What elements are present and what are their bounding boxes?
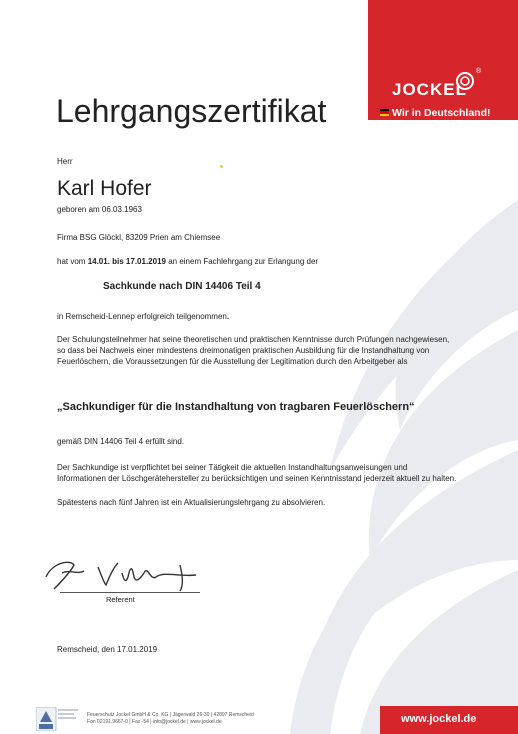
qualification-title: „Sachkundiger für die Instandhaltung von tragbaren Feuerlöschern“ bbox=[57, 401, 415, 413]
norm-statement: gemäß DIN 14406 Teil 4 erfüllt sind. bbox=[57, 437, 185, 446]
course-dates: 14.01. bis 17.01.2019 bbox=[87, 257, 166, 266]
location-period: . bbox=[226, 312, 230, 321]
salutation: Herr bbox=[57, 157, 73, 166]
place-and-date: Remscheid, den 17.01.2019 bbox=[57, 645, 158, 654]
attendance-prefix: hat vom bbox=[57, 257, 88, 266]
brand-logo-box bbox=[368, 0, 518, 120]
attendance-line bbox=[57, 257, 318, 266]
course-name: Sachkunde nach DIN 14406 Teil 4 bbox=[103, 281, 261, 292]
footer-address bbox=[87, 712, 254, 725]
paragraph-exam: Der Schulungsteilnehmer hat seine theoretischen und praktischen Kenntnisse durch Prüfungen nachgewiesen, so dass bei Nachweis einer mindestens dreimonatigen praktischen Ausbildung für die Instandhaltung von Feuerlöschern, die Voraussetzungen für die Ausstellung der Legitimation durch den Arbeitgeber als bbox=[57, 335, 450, 366]
attendance-suffix: an einem Fachlehrgang zur Erlangung der bbox=[165, 257, 319, 266]
referent-label: Referent bbox=[106, 595, 135, 604]
paragraph-obligations: Der Sachkundige ist verpflichtet bei seiner Tätigkeit die aktuellen Instandhaltungsanweisungen und Informationen der Löschgerätehersteller zu berücksichtigen und seinen Kenntnisstand jederzeit aktuell zu halten. bbox=[57, 463, 457, 483]
website-link[interactable]: www.jockel.de bbox=[401, 713, 477, 725]
signature-image bbox=[40, 555, 210, 595]
german-flag-icon bbox=[380, 109, 389, 116]
birth-date: geboren am 06.03.1963 bbox=[57, 205, 142, 214]
brand-wordmark: JOCKEL bbox=[392, 80, 467, 99]
footer-line-1: Feuerschutz Jockel GmbH & Co. KG | Jägerwald 26-30 | 42897 Remscheid bbox=[87, 712, 254, 718]
location-text: in Remscheid-Lennep erfolgreich teilgenommen bbox=[57, 312, 227, 321]
paragraph-refresher: Spätestens nach fünf Jahren ist ein Aktualisierungslehrgang zu absolvieren. bbox=[57, 498, 326, 507]
signature-line bbox=[60, 592, 200, 593]
certification-badge-icon bbox=[36, 707, 80, 731]
decorative-dot bbox=[220, 165, 223, 168]
company: Firma BSG Glöckl, 83209 Prien am Chiemsee bbox=[57, 233, 221, 242]
footer-line-2: Fon 02191.9667-0 | Fax -54 | info@jockel.de | www.jockel.de bbox=[87, 718, 222, 725]
registered-mark: ® bbox=[476, 68, 482, 75]
participant-name: Karl Hofer bbox=[57, 177, 152, 200]
location-line bbox=[57, 312, 229, 321]
brand-slogan: Wir in Deutschland! bbox=[392, 107, 491, 119]
swirl-icon bbox=[454, 70, 476, 92]
certificate-title: Lehrgangszertifikat bbox=[56, 93, 327, 129]
